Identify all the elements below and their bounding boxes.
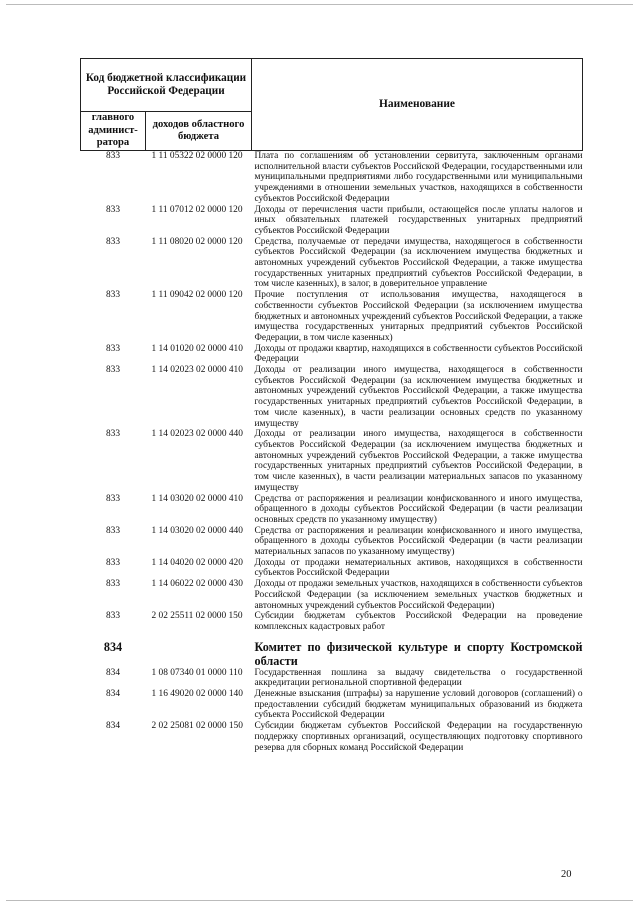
page-number: 20 [561,869,572,880]
table-row [81,689,583,721]
income-code: 1 08 07340 01 0000 110 [151,667,243,678]
scan-top-edge [6,4,633,5]
admin-code: 833 [105,236,121,247]
income-name: Доходы от реализации иного имущества, находящегося в собственности субъектов Российской Федерации (за исключением имущества бюджетных и автономных учреждений субъектов Российской Федерации, а также имущества государственных унитарных предприятий субъектов Российской Федерации, в том числе казенных), в части реализации основных средств по указанному имуществу [254,365,583,429]
admin-code: 833 [105,429,121,440]
section-admin-code: 834 [103,639,123,654]
income-code: 1 14 01020 02 0000 410 [151,343,243,354]
income-code: 1 14 04020 02 0000 420 [151,557,243,568]
income-name: Денежные взыскания (штрафы) за нарушение условий договоров (соглашений) о предоставлении субсидий бюджетам муниципальных образований из бюджета субъекта Российской Федерации [254,689,583,721]
income-code: 2 02 25081 02 0000 150 [151,721,243,732]
section-title: Комитет по физической культуре и спорту Костромской области [254,639,583,668]
table-row [81,526,583,558]
table-row [81,721,583,753]
table-row [81,344,583,365]
scan-bottom-edge [6,900,633,901]
income-name: Прочие поступления от использования имущества, находящегося в собственности субъектов Российской Федерации (за исключением имущества бюджетных и автономных учреждений субъектов Российской Федерации, а также имущества государственных унитарных предприятий субъектов Российской Федерации, в том числе казенных) [254,290,583,343]
admin-code: 833 [105,290,121,301]
table-row [81,579,583,611]
table-row [81,558,583,579]
income-code: 1 11 08020 02 0000 120 [151,236,243,247]
admin-code: 834 [105,721,121,732]
income-name: Государственная пошлина за выдачу свидетельства о государственной аккредитации региональной спортивной федерации [254,667,583,689]
section-empty-cell [146,633,252,668]
table-row [81,237,583,291]
income-code: 1 11 07012 02 0000 120 [151,204,243,215]
admin-code: 833 [105,343,121,354]
budget-classification-table [80,58,583,753]
income-code: 1 14 02023 02 0000 440 [151,429,243,440]
admin-code: 833 [105,493,121,504]
income-name: Доходы от перечисления части прибыли, остающейся после уплаты налогов и иных обязательных платежей государственных унитарных предприятий субъектов Российской Федерации [254,204,583,236]
admin-code: 834 [105,689,121,700]
table-row [81,429,583,493]
table-row [81,494,583,526]
header-income: доходов областного бюджета [146,112,252,151]
admin-code: 833 [105,611,121,622]
header-name: Наименование [252,59,583,151]
admin-code: 833 [105,557,121,568]
income-name: Средства, получаемые от передачи имущества, находящегося в собственности субъектов Российской Федерации (за исключением имущества бюджетных и автономных учреждений субъектов Российской Федерации, а также имущества государственных унитарных предприятий субъектов Российской Федерации, в том числе казенных), в залог, в доверительное управление [254,236,583,290]
admin-code: 833 [105,525,121,536]
admin-code: 833 [105,365,121,376]
admin-code: 833 [105,151,121,161]
header-kbk: Код бюджетной классификации Российской Федерации [81,59,252,112]
income-code: 1 14 03020 02 0000 440 [151,525,243,536]
income-name: Доходы от реализации иного имущества, находящегося в собственности субъектов Российской Федерации (за исключением имущества бюджетных и автономных учреждений субъектов Российской Федерации, а также имущества государственных унитарных предприятий субъектов Российской Федерации, в том числе казенных), в части реализации материальных запасов по указанному имуществу [254,429,583,493]
income-code: 1 11 05322 02 0000 120 [151,151,243,161]
income-name: Субсидии бюджетам субъектов Российской Федерации на государственную поддержку спортивных организаций, осуществляющих подготовку спортивного резерва для сборных команд Российской Федерации [254,721,583,753]
header-admin: главного админист-ратора [81,112,146,151]
income-name: Доходы от продажи квартир, находящихся в собственности субъектов Российской Федерации [254,343,583,365]
table-row [81,668,583,689]
table-row [81,290,583,344]
section-heading-row [81,633,583,668]
income-name: Плата по соглашениям об установлении сервитута, заключенным органами исполнительной власти субъектов Российской Федерации, государственными или муниципальными предприятиями либо государственными или муниципальными учреждениями в отношении земельных участков, находящихся в собственности субъектов Российской Федерации [254,151,583,204]
income-code: 1 16 49020 02 0000 140 [151,689,243,700]
admin-code: 834 [105,667,121,678]
admin-code: 833 [105,579,121,590]
table-row [81,365,583,429]
income-name: Средства от распоряжения и реализации конфискованного и иного имущества, обращенного в доходы субъектов Российской Федерации (в части реализации основных средств по указанному имуществу) [254,493,583,525]
income-name: Доходы от продажи нематериальных активов, находящихся в собственности субъектов Российской Федерации [254,557,583,579]
income-name: Средства от распоряжения и реализации конфискованного и иного имущества, обращенного в доходы субъектов Российской Федерации (в части реализации материальных запасов по указанному имуществу) [254,525,583,558]
admin-code: 833 [105,204,121,215]
income-name: Доходы от продажи земельных участков, находящихся в собственности субъектов Российской Федерации (за исключением земельных участков бюджетных и автономных учреждений субъектов Российской Федерации) [254,579,583,611]
income-code: 1 14 02023 02 0000 410 [151,365,243,376]
income-code: 1 14 06022 02 0000 430 [151,579,243,590]
table-row [81,151,583,205]
table-row [81,205,583,237]
income-code: 2 02 25511 02 0000 150 [151,611,243,622]
table-row [81,611,583,632]
income-code: 1 14 03020 02 0000 410 [151,493,243,504]
income-name: Субсидии бюджетам субъектов Российской Федерации на проведение комплексных кадастровых работ [254,611,583,632]
income-code: 1 11 09042 02 0000 120 [151,290,243,301]
